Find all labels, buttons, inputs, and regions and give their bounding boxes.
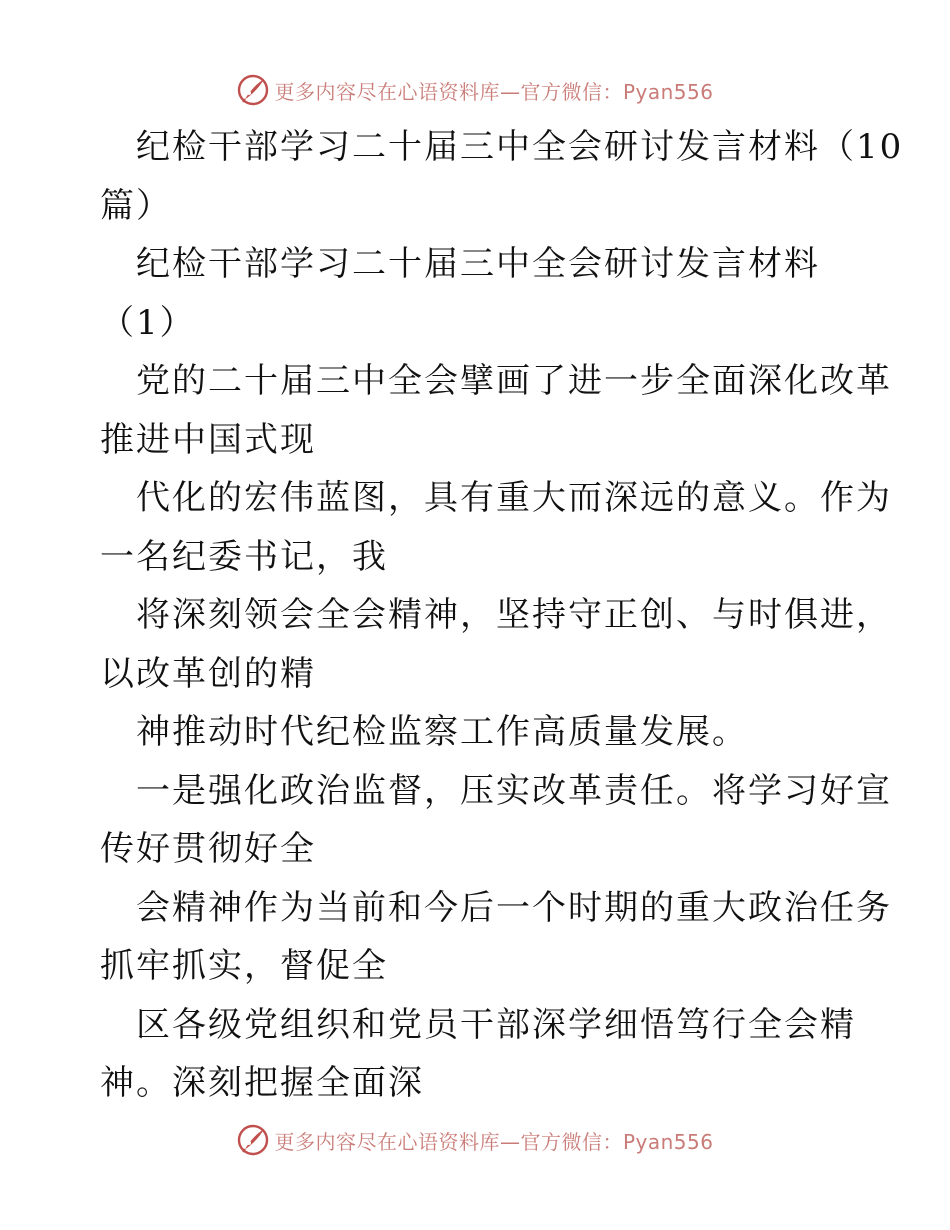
paragraph-line: 区各级党组织和党员干部深学细悟笃行全会精: [136, 1004, 856, 1045]
paragraph-line: 推进中国式现: [100, 419, 316, 460]
paragraph-line: 代化的宏伟蓝图，具有重大而深远的意义。作为: [136, 478, 892, 518]
header-banner-text: 更多内容尽在心语资料库—官方微信：Pyan556: [274, 79, 714, 104]
paragraph-line: 将深刻领会全会精神，坚持守正创、与时俱进，: [136, 595, 892, 635]
paragraph-line: 传好贯彻好全: [100, 829, 316, 869]
header-banner: [0, 70, 950, 110]
quill-logo-icon: [236, 1123, 270, 1157]
paragraph-line: 一名纪委书记，我: [100, 536, 388, 577]
subtitle-line-1: 纪检干部学习二十届三中全会研讨发言材料: [136, 244, 820, 284]
document-body: [100, 118, 904, 1113]
paragraph-line: 党的二十届三中全会擘画了进一步全面深化改革: [136, 361, 892, 401]
footer-banner-text: 更多内容尽在心语资料库—官方微信：Pyan556: [274, 1129, 714, 1154]
quill-logo-icon: [236, 73, 270, 107]
paragraph-line: 会精神作为当前和今后一个时期的重大政治任务: [136, 887, 892, 928]
footer-banner: [0, 1120, 950, 1160]
paragraph-line: 以改革创的精: [100, 653, 316, 694]
paragraph-line: 神推动时代纪检监察工作高质量发展。: [136, 712, 748, 752]
title-line-1: 纪检干部学习二十届三中全会研讨发言材料（10: [136, 127, 904, 167]
paragraph-line: 一是强化政治监督，压实改革责任。将学习好宣: [136, 770, 892, 811]
subtitle-line-2: （1）: [100, 302, 196, 343]
paragraph-line: 神。深刻把握全面深: [100, 1063, 424, 1103]
title-line-2: 篇）: [100, 185, 172, 226]
paragraph-line: 抓牢抓实，督促全: [100, 946, 388, 986]
